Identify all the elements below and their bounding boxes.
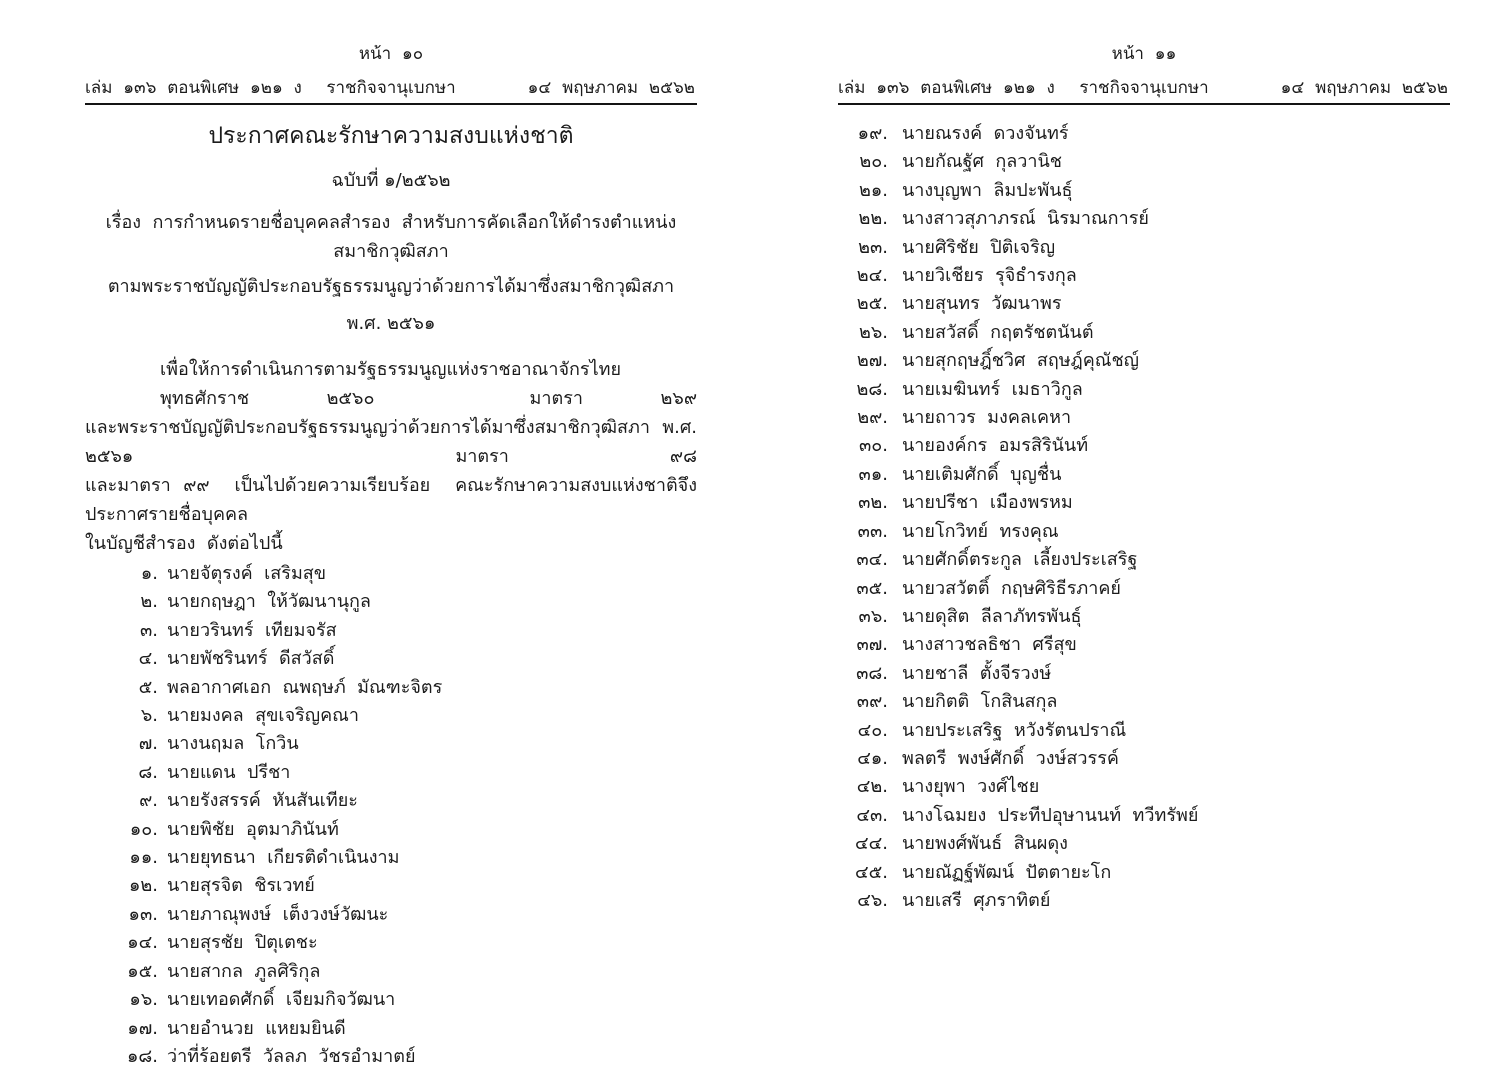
issue-date: ๑๔ พฤษภาคม ๒๕๖๒: [1280, 78, 1448, 98]
item-name: พลอากาศเอก ณพฤษภ์ มัณฑะจิตร: [167, 676, 443, 698]
list-item: [838, 518, 1450, 546]
item-number: ๒๓.: [858, 236, 888, 258]
item-number: ๓๐.: [858, 435, 888, 457]
subject-line-2: ตามพระราชบัญญัติประกอบรัฐธรรมนูญว่าด้วยการได้มาซึ่งสมาชิกวุฒิสภา: [107, 276, 675, 297]
item-name: นายสากล ภูลศิริกุล: [167, 960, 321, 982]
list-item: [85, 674, 697, 702]
item-name: นายสุรชัย ปิตุเตชะ: [167, 932, 318, 954]
item-number: ๕.: [138, 676, 158, 698]
list-item: [85, 1043, 697, 1071]
item-name: นายสุกฤษฎิ์ชวิศ สฤษฎ์คุณัชญ์: [902, 350, 1140, 372]
page-number: หน้า ๑๑: [1111, 44, 1177, 64]
item-number: ๑๕.: [127, 960, 158, 982]
item-name: นางสาวสุภาภรณ์ นิรมาณการย์: [902, 208, 1149, 230]
list-item: [838, 575, 1450, 603]
item-number: ๑๘.: [126, 1045, 158, 1067]
name-list-right: [838, 120, 1450, 915]
list-item: [838, 376, 1450, 404]
item-number: ๔๐.: [857, 719, 888, 741]
issue-date: ๑๔ พฤษภาคม ๒๕๖๒: [527, 78, 695, 98]
item-number: ๑๑.: [129, 847, 158, 869]
item-name: นางบุญพา ลิมปะพันธุ์: [902, 179, 1073, 201]
item-name: นายกิตติ โกสินสกุล: [902, 691, 1058, 713]
gazette-page-right: [838, 30, 1450, 915]
item-name: นายพิชัย อุตมาภินันท์: [167, 818, 339, 840]
issue-number: ฉบับที่ ๑/๒๕๖๒: [331, 170, 451, 191]
item-number: ๑๖.: [129, 989, 158, 1011]
item-number: ๒๙.: [857, 407, 888, 429]
item-name: นายประเสริฐ หวังรัตนปราณี: [902, 719, 1127, 741]
list-item: [838, 887, 1450, 915]
item-number: ๔๓.: [856, 804, 888, 826]
subject-line-1: เรื่อง การกำหนดรายชื่อบุคคลสำรอง สำหรับการคัดเลือกให้ดำรงตำแหน่งสมาชิกวุฒิสภา: [105, 212, 677, 262]
name-list-left: [85, 560, 697, 1071]
gazette-page-header: [838, 74, 1450, 105]
list-item: [838, 461, 1450, 489]
list-item: [85, 872, 697, 900]
list-item: [838, 234, 1450, 262]
list-item: [838, 177, 1450, 205]
item-name: นายเมฆินทร์ เมธาวิกูล: [902, 378, 1083, 400]
item-name: นายสุนทร วัฒนาพร: [902, 293, 1062, 315]
list-item: [838, 717, 1450, 745]
item-name: นายเสรี ศุภราทิตย์: [902, 889, 1051, 911]
item-name: นายมงคล สุขเจริญคณา: [167, 705, 359, 727]
item-number: ๒.: [140, 591, 158, 613]
list-item: [838, 830, 1450, 858]
item-number: ๓๕.: [856, 577, 888, 599]
item-name: นายวสวัตติ์ กฤษศิริธีรภาคย์: [902, 577, 1121, 599]
list-item: [85, 759, 697, 787]
item-name: นายศักดิ์ตระกูล เลี้ยงประเสริฐ: [902, 549, 1138, 571]
list-item: [85, 702, 697, 730]
list-item: [838, 546, 1450, 574]
item-name: นายปรีชา เมืองพรหม: [902, 492, 1073, 514]
list-item: [838, 432, 1450, 460]
list-item: [838, 859, 1450, 887]
list-item: [838, 489, 1450, 517]
list-item: [838, 262, 1450, 290]
gazette-name: ราชกิจจานุเบกษา: [1079, 78, 1209, 98]
item-name: นายแดน ปรีชา: [167, 761, 291, 783]
list-item: [838, 773, 1450, 801]
list-item: [85, 901, 697, 929]
item-name: นายองค์กร อมรสิรินันท์: [902, 435, 1089, 457]
gazette-page-left: [85, 30, 703, 1071]
page-number: หน้า ๑๐: [358, 44, 424, 64]
item-number: ๒๑.: [858, 179, 888, 201]
item-number: ๓๖.: [858, 605, 888, 627]
gazette-page-header: [85, 74, 697, 105]
item-number: ๘.: [138, 761, 158, 783]
item-number: ๖.: [140, 705, 158, 727]
item-number: ๑๒.: [128, 875, 158, 897]
list-item: [85, 986, 697, 1014]
item-number: ๓๙.: [856, 691, 888, 713]
list-item: [838, 120, 1450, 148]
paragraph-line: เพื่อให้การดำเนินการตามรัฐธรรมนูญแห่งราชอาณาจักรไทย พุทธศักราช ๒๕๖๐ มาตรา ๒๖๙: [160, 359, 697, 409]
item-number: ๒๕.: [856, 293, 888, 315]
item-number: ๔๖.: [857, 889, 888, 911]
item-name: นายเทอดศักดิ์ เจียมกิจวัฒนา: [167, 989, 396, 1011]
list-item: [838, 603, 1450, 631]
body-paragraph: [85, 355, 703, 558]
item-number: ๔๕.: [855, 861, 888, 883]
item-name: นายอำนวย แหยมยินดี: [167, 1017, 346, 1039]
item-name: นายกัณฐัศ กุลวานิช: [902, 151, 1063, 173]
item-number: ๓๑.: [858, 463, 888, 485]
item-name: นายถาวร มงคลเคหา: [902, 407, 1072, 429]
item-name: นายวรินทร์ เทียมจรัส: [167, 619, 337, 641]
list-item: [85, 560, 697, 588]
gazette-name: ราชกิจจานุเบกษา: [326, 78, 456, 98]
item-number: ๔.: [138, 648, 158, 670]
list-item: [838, 802, 1450, 830]
item-name: นายจัตุรงค์ เสริมสุข: [167, 563, 327, 584]
list-item: [838, 148, 1450, 176]
item-number: ๑๐.: [129, 818, 158, 840]
list-item: [85, 588, 697, 616]
item-name: นายสวัสดิ์ กฤตรัชตนันต์: [902, 321, 1094, 343]
item-number: ๑๔.: [127, 932, 158, 954]
item-name: นายพงศ์พันธ์ สินผดุง: [902, 833, 1068, 855]
item-name: นายรังสรรค์ หันสันเทียะ: [167, 790, 358, 812]
item-name: นายณรงค์ ดวงจันทร์: [902, 123, 1069, 144]
volume-info: เล่ม ๑๓๖ ตอนพิเศษ ๑๒๑ ง: [838, 78, 1055, 98]
list-item: [85, 958, 697, 986]
item-number: ๒๐.: [859, 151, 888, 173]
list-item: [85, 1015, 697, 1043]
item-number: ๒๘.: [856, 378, 888, 400]
item-name: พลตรี พงษ์ศักดิ์ วงษ์สวรรค์: [902, 747, 1119, 769]
item-number: ๓๗.: [856, 634, 888, 656]
proclamation-title: ประกาศคณะรักษาความสงบแห่งชาติ: [208, 123, 574, 149]
item-number: ๓๘.: [856, 662, 888, 684]
list-item: [838, 347, 1450, 375]
list-item: [85, 730, 697, 758]
item-name: นายดุสิต ลีลาภัทรพันธุ์: [902, 605, 1082, 627]
item-number: ๓๒.: [858, 492, 888, 514]
list-item: [85, 617, 697, 645]
list-item: [85, 816, 697, 844]
item-name: นางยุพา วงศ์ไชย: [902, 776, 1040, 798]
list-item: [85, 645, 697, 673]
item-number: ๒๒.: [858, 208, 888, 230]
item-name: ว่าที่ร้อยตรี วัลลภ วัชรอำมาตย์: [167, 1045, 416, 1067]
list-item: [838, 290, 1450, 318]
item-name: นางสาวชลธิชา ศรีสุข: [902, 634, 1077, 656]
item-name: นายภาณุพงษ์ เต็งวงษ์วัฒนะ: [167, 903, 389, 925]
item-number: ๗.: [138, 733, 158, 755]
item-number: ๔๒.: [856, 776, 888, 798]
item-number: ๙.: [139, 790, 158, 812]
item-number: ๓.: [139, 619, 158, 641]
list-item: [838, 631, 1450, 659]
item-name: นางนฤมล โกวิน: [167, 733, 299, 755]
list-item: [838, 404, 1450, 432]
paragraph-line: และพระราชบัญญัติประกอบรัฐธรรมนูญว่าด้วยการได้มาซึ่งสมาชิกวุฒิสภา พ.ศ. ๒๕๖๑ มาตรา ๙๘: [85, 417, 703, 467]
item-name: นายชาลี ตั้งจีรวงษ์: [902, 662, 1052, 684]
list-item: [838, 319, 1450, 347]
item-number: ๑๗.: [127, 1017, 158, 1039]
item-name: นายณัฏฐ์พัฒน์ ปัตตายะโก: [902, 861, 1112, 883]
item-number: ๔๑.: [857, 747, 888, 769]
item-number: ๓๓.: [857, 520, 888, 542]
item-name: นางโฉมยง ประทีปอุษานนท์ ทวีทรัพย์: [902, 804, 1199, 826]
list-item: [838, 688, 1450, 716]
item-number: ๒๖.: [858, 321, 888, 343]
item-name: นายเติมศักดิ์ บุญชื่น: [902, 463, 1062, 485]
item-name: นายพัชรินทร์ ดีสวัสดิ์: [167, 648, 335, 670]
item-number: ๒๗.: [856, 350, 888, 372]
list-item: [838, 660, 1450, 688]
list-item: [838, 205, 1450, 233]
item-name: นายสุรจิต ชิรเวทย์: [167, 875, 315, 897]
item-name: นายกฤษฎา ให้วัฒนานุกูล: [167, 591, 371, 613]
list-item: [85, 787, 697, 815]
list-item: [85, 844, 697, 872]
item-name: นายโกวิทย์ ทรงคุณ: [902, 520, 1059, 542]
item-number: ๑๙.: [857, 123, 888, 144]
item-name: นายยุทธนา เกียรติดำเนินงาม: [167, 847, 400, 869]
volume-info: เล่ม ๑๓๖ ตอนพิเศษ ๑๒๑ ง: [85, 78, 302, 98]
item-name: นายศิริชัย ปิติเจริญ: [902, 236, 1056, 258]
paragraph-line: และมาตรา ๙๙ เป็นไปด้วยความเรียบร้อย คณะรักษาความสงบแห่งชาติจึงประกาศรายชื่อบุคคล: [85, 475, 697, 525]
enactment-year: พ.ศ. ๒๕๖๑: [346, 313, 436, 334]
item-number: ๓๔.: [856, 549, 888, 571]
item-number: ๔๔.: [855, 833, 888, 855]
item-number: ๑.: [140, 563, 158, 584]
list-item: [838, 745, 1450, 773]
item-name: นายวิเชียร รุจิธำรงกุล: [902, 265, 1077, 287]
item-number: ๑๓.: [128, 903, 158, 925]
item-number: ๒๔.: [856, 265, 888, 287]
paragraph-line: ในบัญชีสำรอง ดังต่อไปนี้: [85, 533, 283, 554]
list-item: [85, 929, 697, 957]
